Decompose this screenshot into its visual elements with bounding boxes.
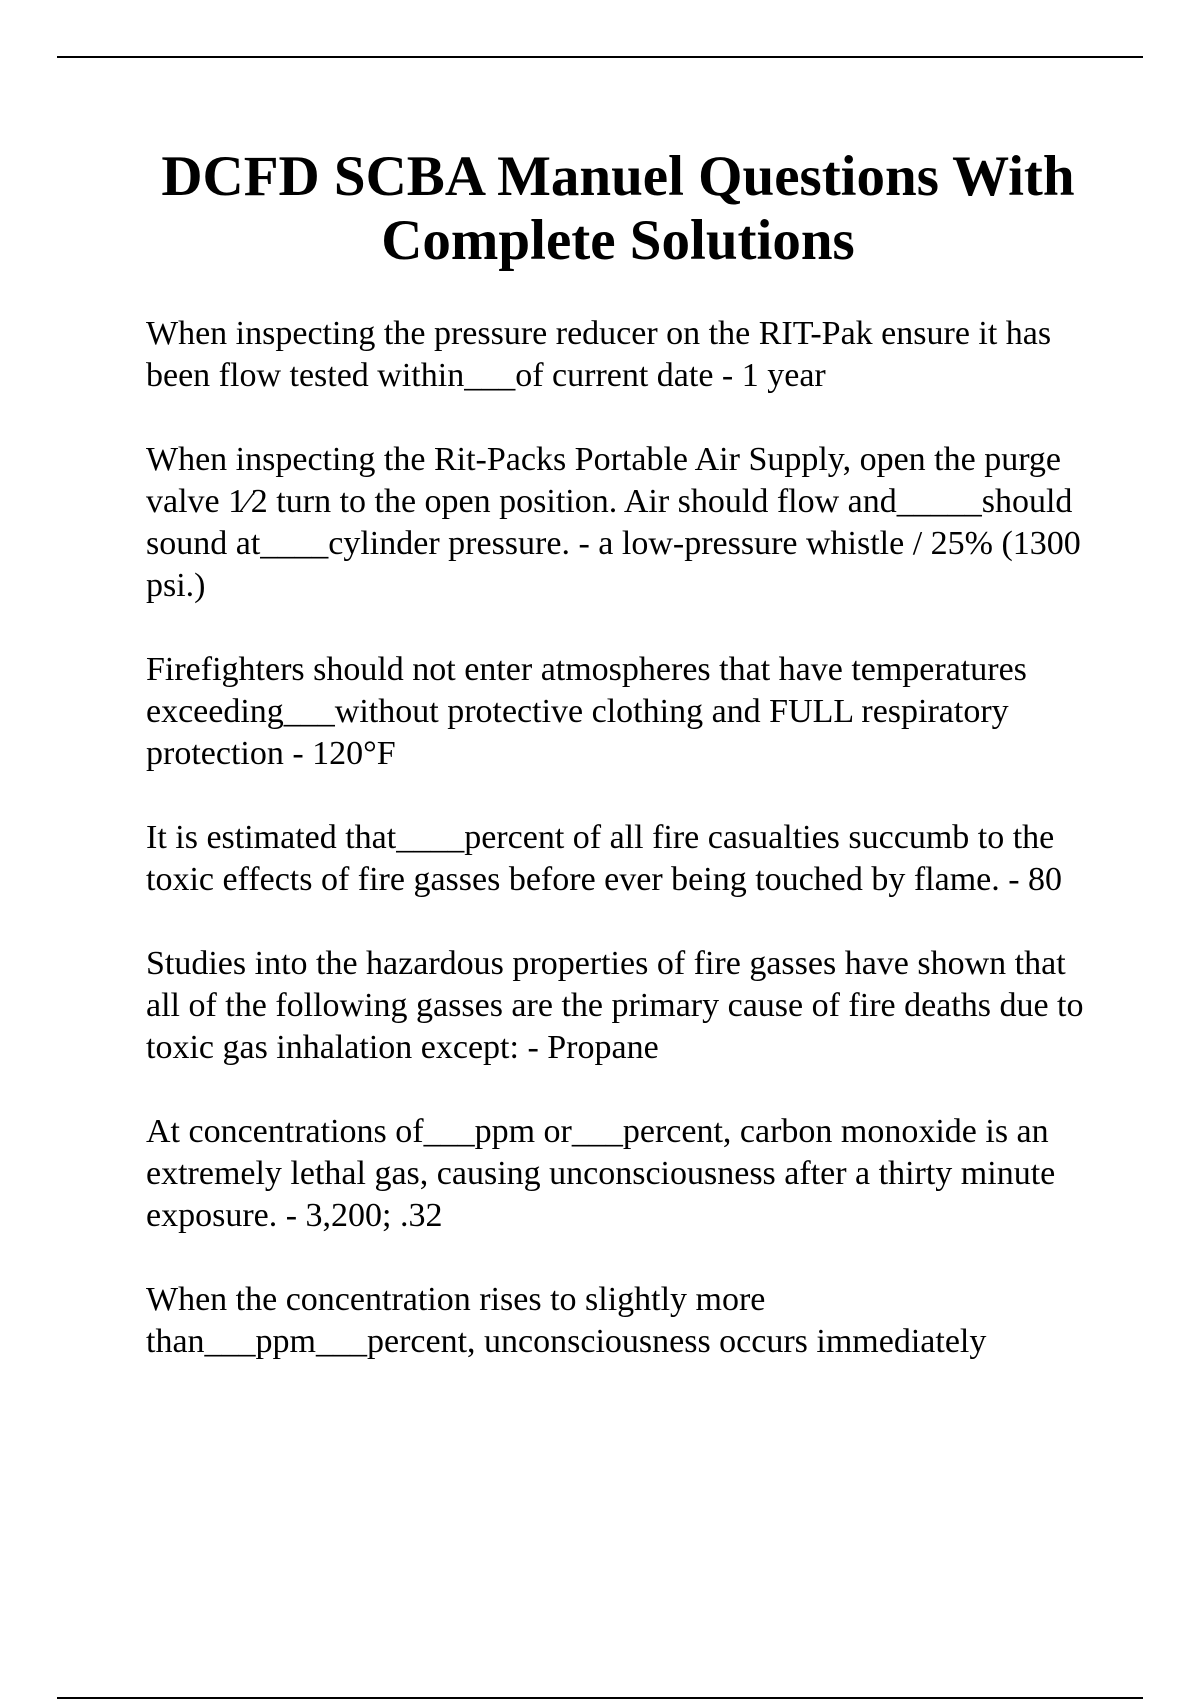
question-answer-3: Firefighters should not enter atmospheres that have temperatures exceeding___without protective clothing and FULL respiratory protection - 120°F — [146, 651, 1036, 772]
header-rule — [57, 56, 1143, 58]
question-answer-5: Studies into the hazardous properties of fire gasses have shown that all of the following gasses are the primary cause of fire deaths due to toxic gas inhalation except: - Propane — [146, 945, 1093, 1066]
document-body — [146, 313, 1096, 1405]
question-answer-6: At concentrations of___ppm or___percent, carbon monoxide is an extremely lethal gas, causing unconsciousness after a thirty minute exposure. - 3,200; .32 — [146, 1113, 1064, 1234]
question-answer-1: When inspecting the pressure reducer on the RIT-Pak ensure it has been flow tested within___of current date - 1 year — [146, 315, 1060, 394]
footer-rule — [57, 1697, 1143, 1699]
question-answer-2: When inspecting the Rit-Packs Portable Air Supply, open the purge valve 1⁄2 turn to the open position. Air should flow and_____should sound at____cylinder pressure. - a low-pressure whistle / 25% (1300 psi.) — [146, 441, 1090, 604]
document-title: DCFD SCBA Manuel Questions With Complete Solutions — [161, 145, 1075, 272]
question-answer-7: When the concentration rises to slightly more than___ppm___percent, unconsciousness occurs immediately — [146, 1281, 987, 1360]
question-answer-4: It is estimated that____percent of all fire casualties succumb to the toxic effects of fire gasses before ever being touched by flame. - 80 — [146, 819, 1063, 898]
